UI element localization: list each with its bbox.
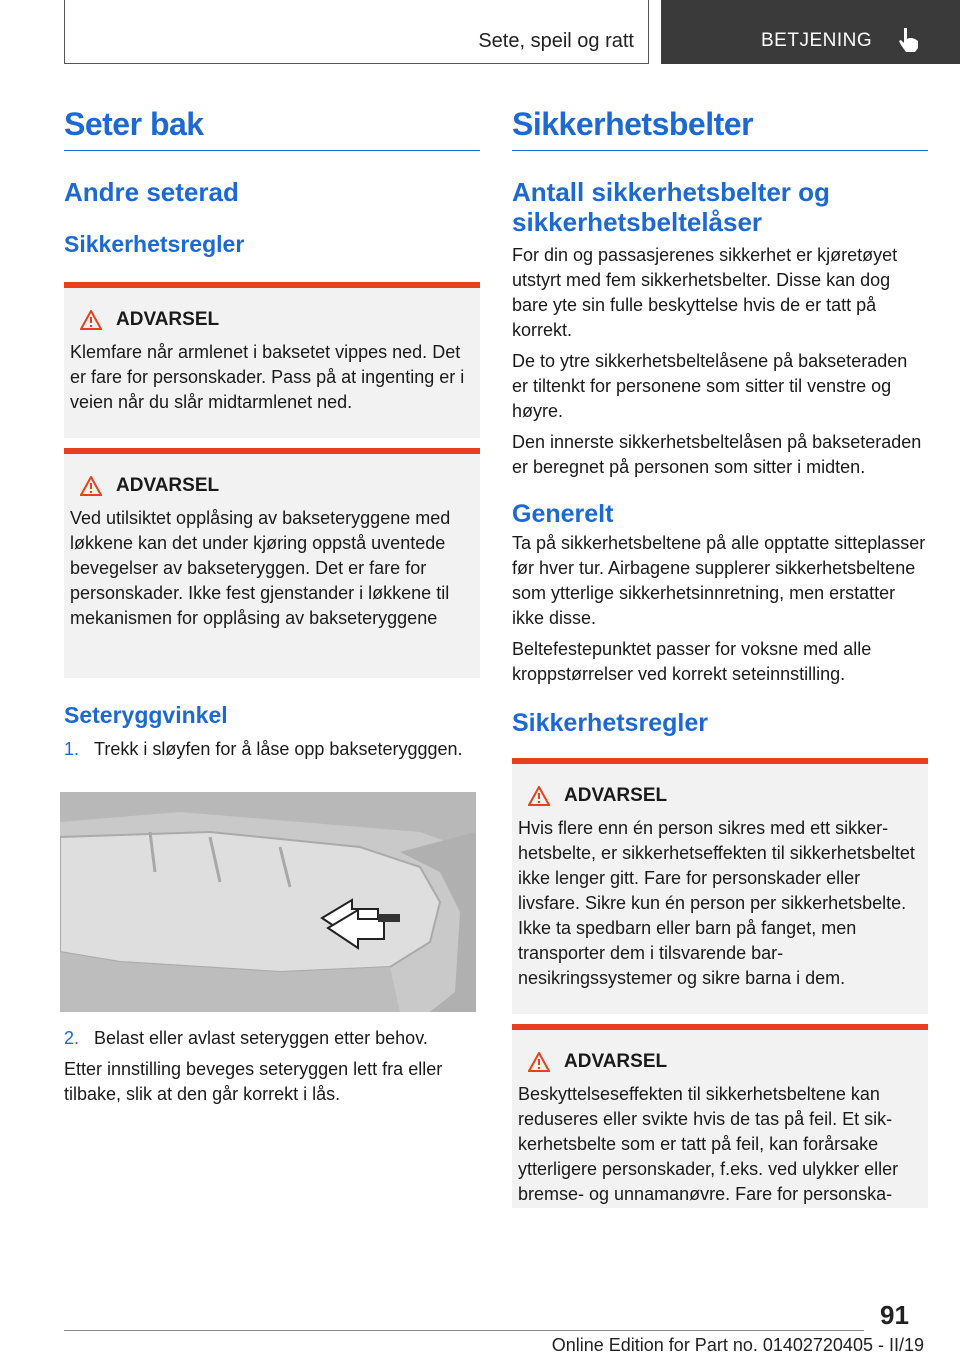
warning-title [80,472,472,500]
warning-text: Ved utilsiktet opplåsing av bakseteryggene med løkkene kan det under kjøring oppstå uventede bevegelser av bakseteryggen. Det er fare for personskader. Ikke fest gjenstander i løkkene til mekanismen for opplåsing av bakseteryggene [70,508,451,628]
body-text: Den innerste sikkerhetsbeltelåsen på bakseteraden er beregnet på personen som sitter i midten. [512,432,922,477]
warning-title [528,782,920,810]
list-item [64,1026,480,1051]
list-number: 1. [64,739,80,759]
section-heading: Generelt [512,500,614,528]
warning-label: ADVARSEL [564,1051,668,1072]
warning-box [64,448,480,678]
body-text: Etter innstilling beveges seteryggen lett fra eller tilbake, slik at den går korrekt i lås. [64,1059,443,1104]
header-chapter-box [661,0,960,64]
page-title-left: Seter bak [64,106,204,142]
list-text: Belast eller avlast seteryggen etter behov. [94,1028,428,1048]
warning-title [80,306,472,334]
section-heading: Antall sikkerhetsbelter og sikkerhetsbeltelåser [512,177,830,237]
seat-photo [60,792,476,1012]
list-item [64,737,480,762]
warning-label: ADVARSEL [116,475,220,496]
warning-triangle-icon [80,310,102,330]
right-column [512,100,928,1208]
footer-edition: Online Edition for Part no. 01402720405 - II/19 [551,1335,924,1355]
warning-triangle-icon [528,1052,550,1072]
warning-text: Hvis flere enn én person sikres med ett sikkerhetsbelte, er sikkerhetseffekten til sikkerhetsbeltet ikke lenger gitt. Fare for personskader eller livsfare. Sikre kun én person per sikkerhetsbelte. Ikke ta spedbarn eller barn på fanget, men transporter dem i tilsvarende barnesikringssystemer og sikre barna i dem. [518,818,915,988]
warning-label: ADVARSEL [116,309,220,330]
footer-rule [64,1330,864,1331]
warning-box [512,1024,928,1208]
subsection-heading: Sikkerhetsregler [64,231,245,257]
subsection-heading: Sikkerhetsregler [512,709,708,737]
list-text: Trekk i sløyfen for å låse opp bakseterygggen. [94,739,463,759]
warning-text: Beskyttelseseffekten til sikkerhetsbeltene kan reduseres eller svikte hvis de tas på feil. Et sikkerhetsbelte som er tatt på feil, kan forårsake ytterligere personskader, f.eks. ved ulykker eller bremse- og unnamanøvre. Fare for personska- [518,1084,899,1204]
body-text: For din og passasjerenes sikkerhet er kjøretøyet utstyrt med fem sikkerhetsbelter. Disse kan dog bare yte sin fulle beskyttelse hvis de er tatt på korrekt. [512,245,898,340]
seat-illustration [60,792,476,1012]
hand-pointer-icon [896,26,922,54]
page-title-right: Sikkerhetsbelter [512,106,754,142]
warning-title [528,1048,920,1076]
warning-box [64,282,480,438]
body-text: De to ytre sikkerhetsbeltelåsene på bakseteraden er tiltenkt for personene som sitter til venstre og høyre. [512,351,908,421]
title-rule [64,150,480,151]
warning-label: ADVARSEL [564,785,668,806]
header-chapter-title: BETJENING [761,30,873,51]
left-column [64,100,480,1107]
subsection-heading: Seteryggvinkel [64,702,228,728]
page-number: 91 [880,1300,909,1330]
list-number: 2. [64,1028,80,1048]
body-text: Beltefestepunktet passer for voksne med alle kroppstørrelser ved korrekt seteinnstilling. [512,639,872,684]
body-text: Ta på sikkerhetsbeltene på alle opptatte sitteplasser før hver tur. Airbagene supplerer sikkerhetsbeltene som ytterlige sikkerhetsinnretning, men erstatter ikke disse. [512,533,926,628]
warning-triangle-icon [528,786,550,806]
warning-box [512,758,928,1014]
title-rule [512,150,928,151]
header-section-title: Sete, speil og ratt [478,30,634,52]
warning-text: Klemfare når armlenet i baksetet vippes ned. Det er fare for personskader. Pass på at ingenting er i veien når du slår midtarmlenet ned. [70,342,465,412]
warning-triangle-icon [80,476,102,496]
section-heading: Andre seterad [64,177,239,207]
header-section-box [64,0,649,64]
